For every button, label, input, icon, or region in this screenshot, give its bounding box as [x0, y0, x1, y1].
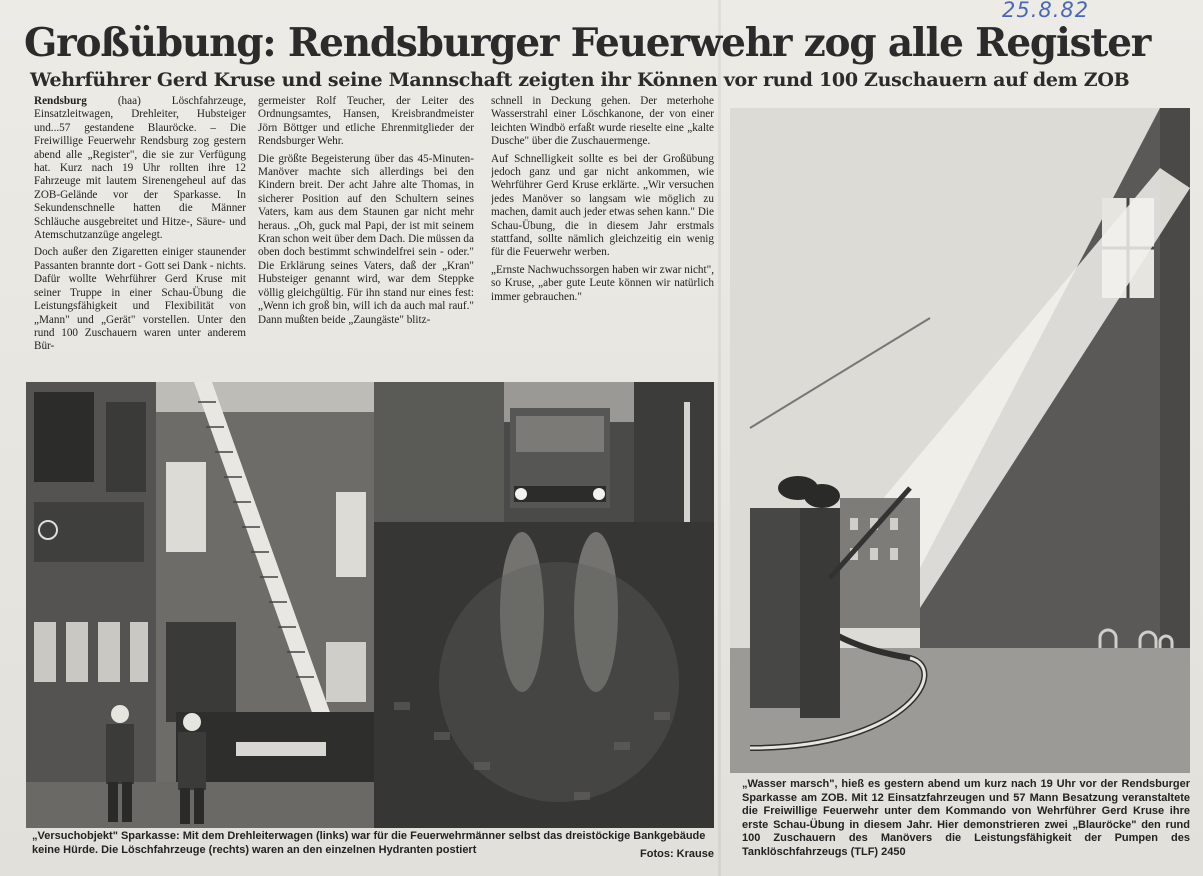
paragraph: germeister Rolf Teucher, der Leiter des Ordnungsamtes, Hansen, Kreisbrandmeister Jörn Böttger und etliche Ehrenmitglieder der Rendsburger Wehr. — [258, 95, 474, 148]
photo-fire-truck-night — [374, 382, 714, 828]
photo-caption-right: „Wasser marsch", hieß es gestern abend um kurz nach 19 Uhr vor der Rendsburger Sparkasse am ZOB. Mit 12 Einsatzfahrzeugen und 57 Mann Besatzung veranstaltete die Freiwillige Feuerwehr unter dem Kommando von Wehrführer Gerd Kruse ihre erste Schau-Übung in diesem Jahr. Hier demonstrieren zwei „Blauröcke" den rund 100 Zuschauern des Manövers die Leistungsfähigkeit der Pumpen des Tanklöschfahrzeugs (TLF) 2450 — [742, 778, 1190, 858]
headline: Großübung: Rendsburger Feuerwehr zog alle Register — [24, 20, 1151, 66]
paragraph — [34, 95, 246, 242]
fold-line — [718, 0, 721, 876]
subheadline: Wehrführer Gerd Kruse und seine Mannschaft zeigten ihr Können vor rund 100 Zuschauern auf dem ZOB — [30, 69, 1130, 91]
handwritten-date: 25.8.82 — [1002, 0, 1090, 22]
paragraph-text: (haa) Löschfahrzeuge, Einsatzleitwagen, Drehleiter, Hubsteiger und...57 gestandene Blauröcke. – Die Freiwillige Feuerwehr Rendsburg zog gestern abend alle „Register", die sie zur Verfügung hat. Kurz nach 19 Uhr rollten ihre 12 Fahrzeuge mit lautem Sirenengeheul auf das ZOB-Gelände vor der Sparkasse. In Sekundenschnelle hatten die Männer Schläuche ausgebreitet und Hitze-, Säure- und Atemschutzanzüge angelegt. — [34, 95, 246, 242]
photo-credit: Fotos: Krause — [640, 848, 714, 860]
article-column-3 — [491, 95, 714, 377]
article-column-2 — [258, 95, 474, 377]
paragraph: „Ernste Nachwuchssorgen haben wir zwar nicht", so Kruse, „aber gute Leute können wir natürlich immer gebrauchen." — [491, 263, 714, 303]
paragraph: schnell in Deckung gehen. Der meterhohe Wasserstrahl einer Löschkanone, der von einer leichten Windbö erfaßt wurde rieselte eine „kalte Dusche" über die Zuschauermenge. — [491, 95, 714, 148]
paragraph: Die größte Begeisterung über das 45-Minuten-Manöver machte sich allerdings bei den Kindern breit. Der acht Jahre alte Thomas, in sicherer Position auf den Schultern seines Vaters, kam aus dem Staunen gar nicht mehr heraus. „Oh, guck mal Papi, der ist mit seinem Kran schon weit über dem Dach. Die müssen da oben doch bestimmt schwindelfrei sein - oder." Die Erklärung seines Vaters, daß der „Kran" Hubsteiger genannt wird, war dem Steppke völlig gleichgültig. Für ihn stand nur eines fest: „Wenn ich groß bin, will ich da auch mal rauf." Dann mußten beide „Zaungäste" blitz- — [258, 152, 474, 326]
dateline: Rendsburg — [34, 95, 87, 107]
article-column-1 — [34, 95, 246, 377]
photo-turntable-ladder — [26, 382, 374, 828]
paragraph: Auf Schnelligkeit sollte es bei der Großübung jedoch ganz und gar nicht ankommen, wie Wehrführer Gerd Kruse erklärte. „Wir versuchen jedes Manöver so langsam wie möglich zu machen, damit auch jeder etwas sehen kann." Die Schau-Übung, die in diesem Jahr erstmals stattfand, sollte nämlich gleichzeitig ein wenig für die Feuerwehr werben. — [491, 152, 714, 259]
paragraph: Doch außer den Zigaretten einiger staunender Passanten brannte dort - Gott sei Dank - nichts. Dafür wollte Wehrführer Gerd Kruse mit seiner Truppe in einer Schau-Übung die Leistungsfähigkeit und Flexibilität von „Mann" und „Gerät" vorstellen. Unter den rund 100 Zuschauern waren unter anderem Bür- — [34, 246, 246, 353]
photo-water-jet-firefighters — [730, 108, 1190, 773]
photo-caption-left: „Versuchobjekt" Sparkasse: Mit dem Drehleiterwagen (links) war für die Feuerwehrmänner selbst das dreistöckige Bankgebäude keine Hürde. Die Löschfahrzeuge (rechts) waren an den einzelnen Hydranten postiert — [32, 830, 706, 856]
